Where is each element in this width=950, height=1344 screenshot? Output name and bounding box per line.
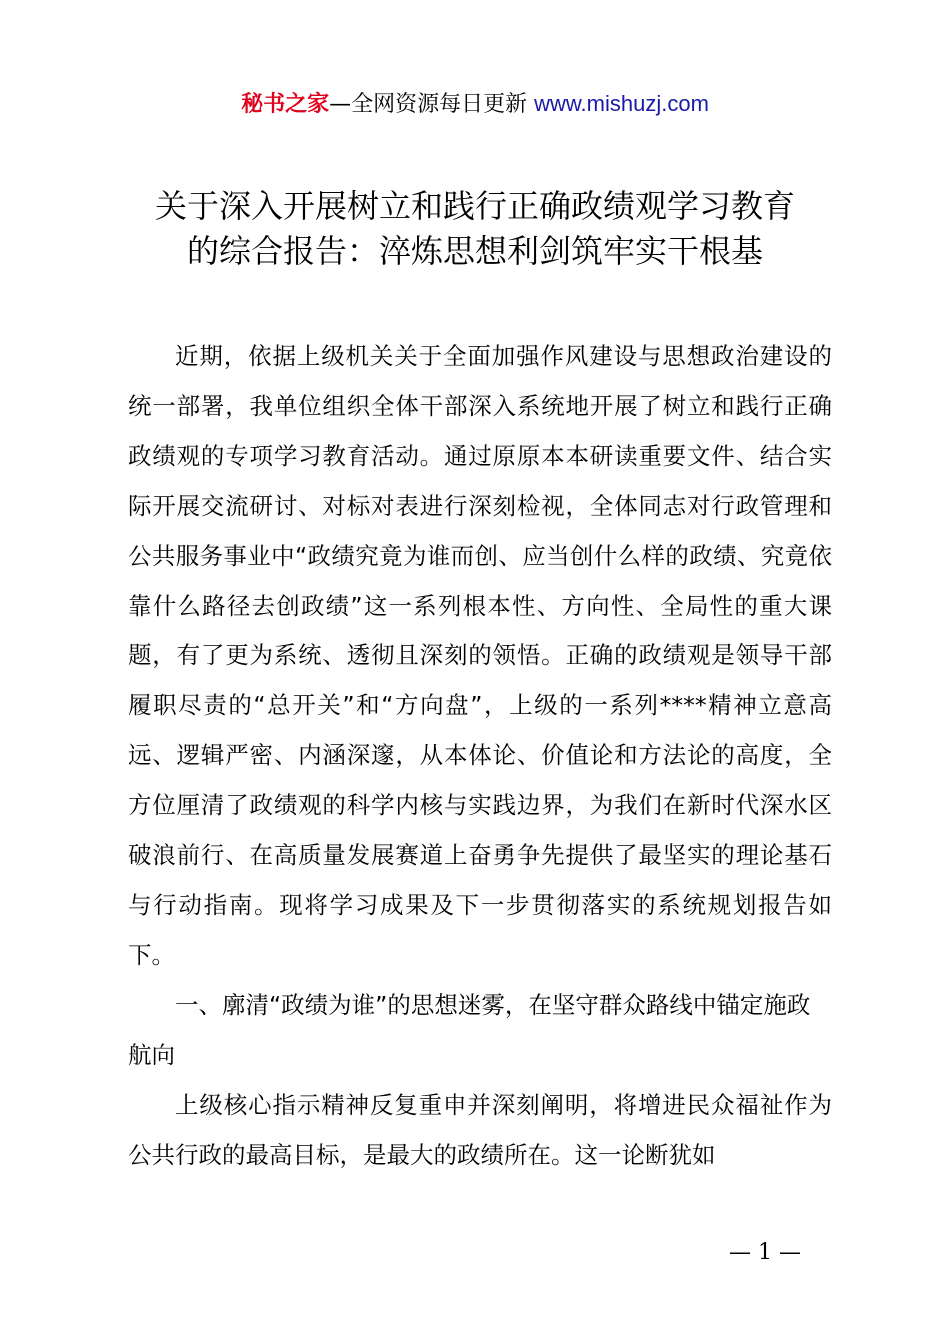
document-title — [110, 184, 840, 274]
title-line-1: 关于深入开展树立和践行正确政绩观学习教育 — [154, 187, 795, 225]
brand-name: 秘书之家 — [241, 92, 330, 117]
website-link[interactable]: www.mishuzj.com — [534, 91, 709, 116]
section-heading-1: 一、廓清“政绩为谁”的思想迷雾，在坚守群众路线中锚定施政航向 — [128, 990, 811, 1069]
page-number: — 1 — — [729, 1240, 801, 1265]
header-tagline: —全网资源每日更新 — [329, 92, 535, 117]
site-header — [0, 88, 950, 121]
section-1-paragraph: 上级核心指示精神反复重申并深刻阐明，将增进民众福祉作为公共行政的最高目标，是最大的政绩所在。这一论断犹如 — [128, 1090, 832, 1169]
intro-paragraph: 近期，依据上级机关关于全面加强作风建设与思想政治建设的统一部署，我单位组织全体干部深入系统地开展了树立和践行正确政绩观的专项学习教育活动。通过原原本本研读重要文件、结合实际开展交流研讨、对标对表进行深刻检视，全体同志对行政管理和公共服务事业中“政绩究竟为谁而创、应当创什么样的政绩、究竟依靠什么路径去创政绩”这一系列根本性、方向性、全局性的重大课题，有了更为系统、透彻且深刻的领悟。正确的政绩观是领导干部履职尽责的“总开关”和“方向盘”，上级的一系列****精神立意高远、逻辑严密、内涵深邃，从本体论、价值论和方法论的高度，全方位厘清了政绩观的科学内核与实践边界，为我们在新时代深水区破浪前行、在高质量发展赛道上奋勇争先提供了最坚实的理论基石与行动指南。现将学习成果及下一步贯彻落实的系统规划报告如下。 — [128, 342, 832, 969]
title-line-2: 的综合报告：淬炼思想利剑筑牢实干根基 — [186, 232, 763, 270]
document-body — [128, 332, 832, 1180]
